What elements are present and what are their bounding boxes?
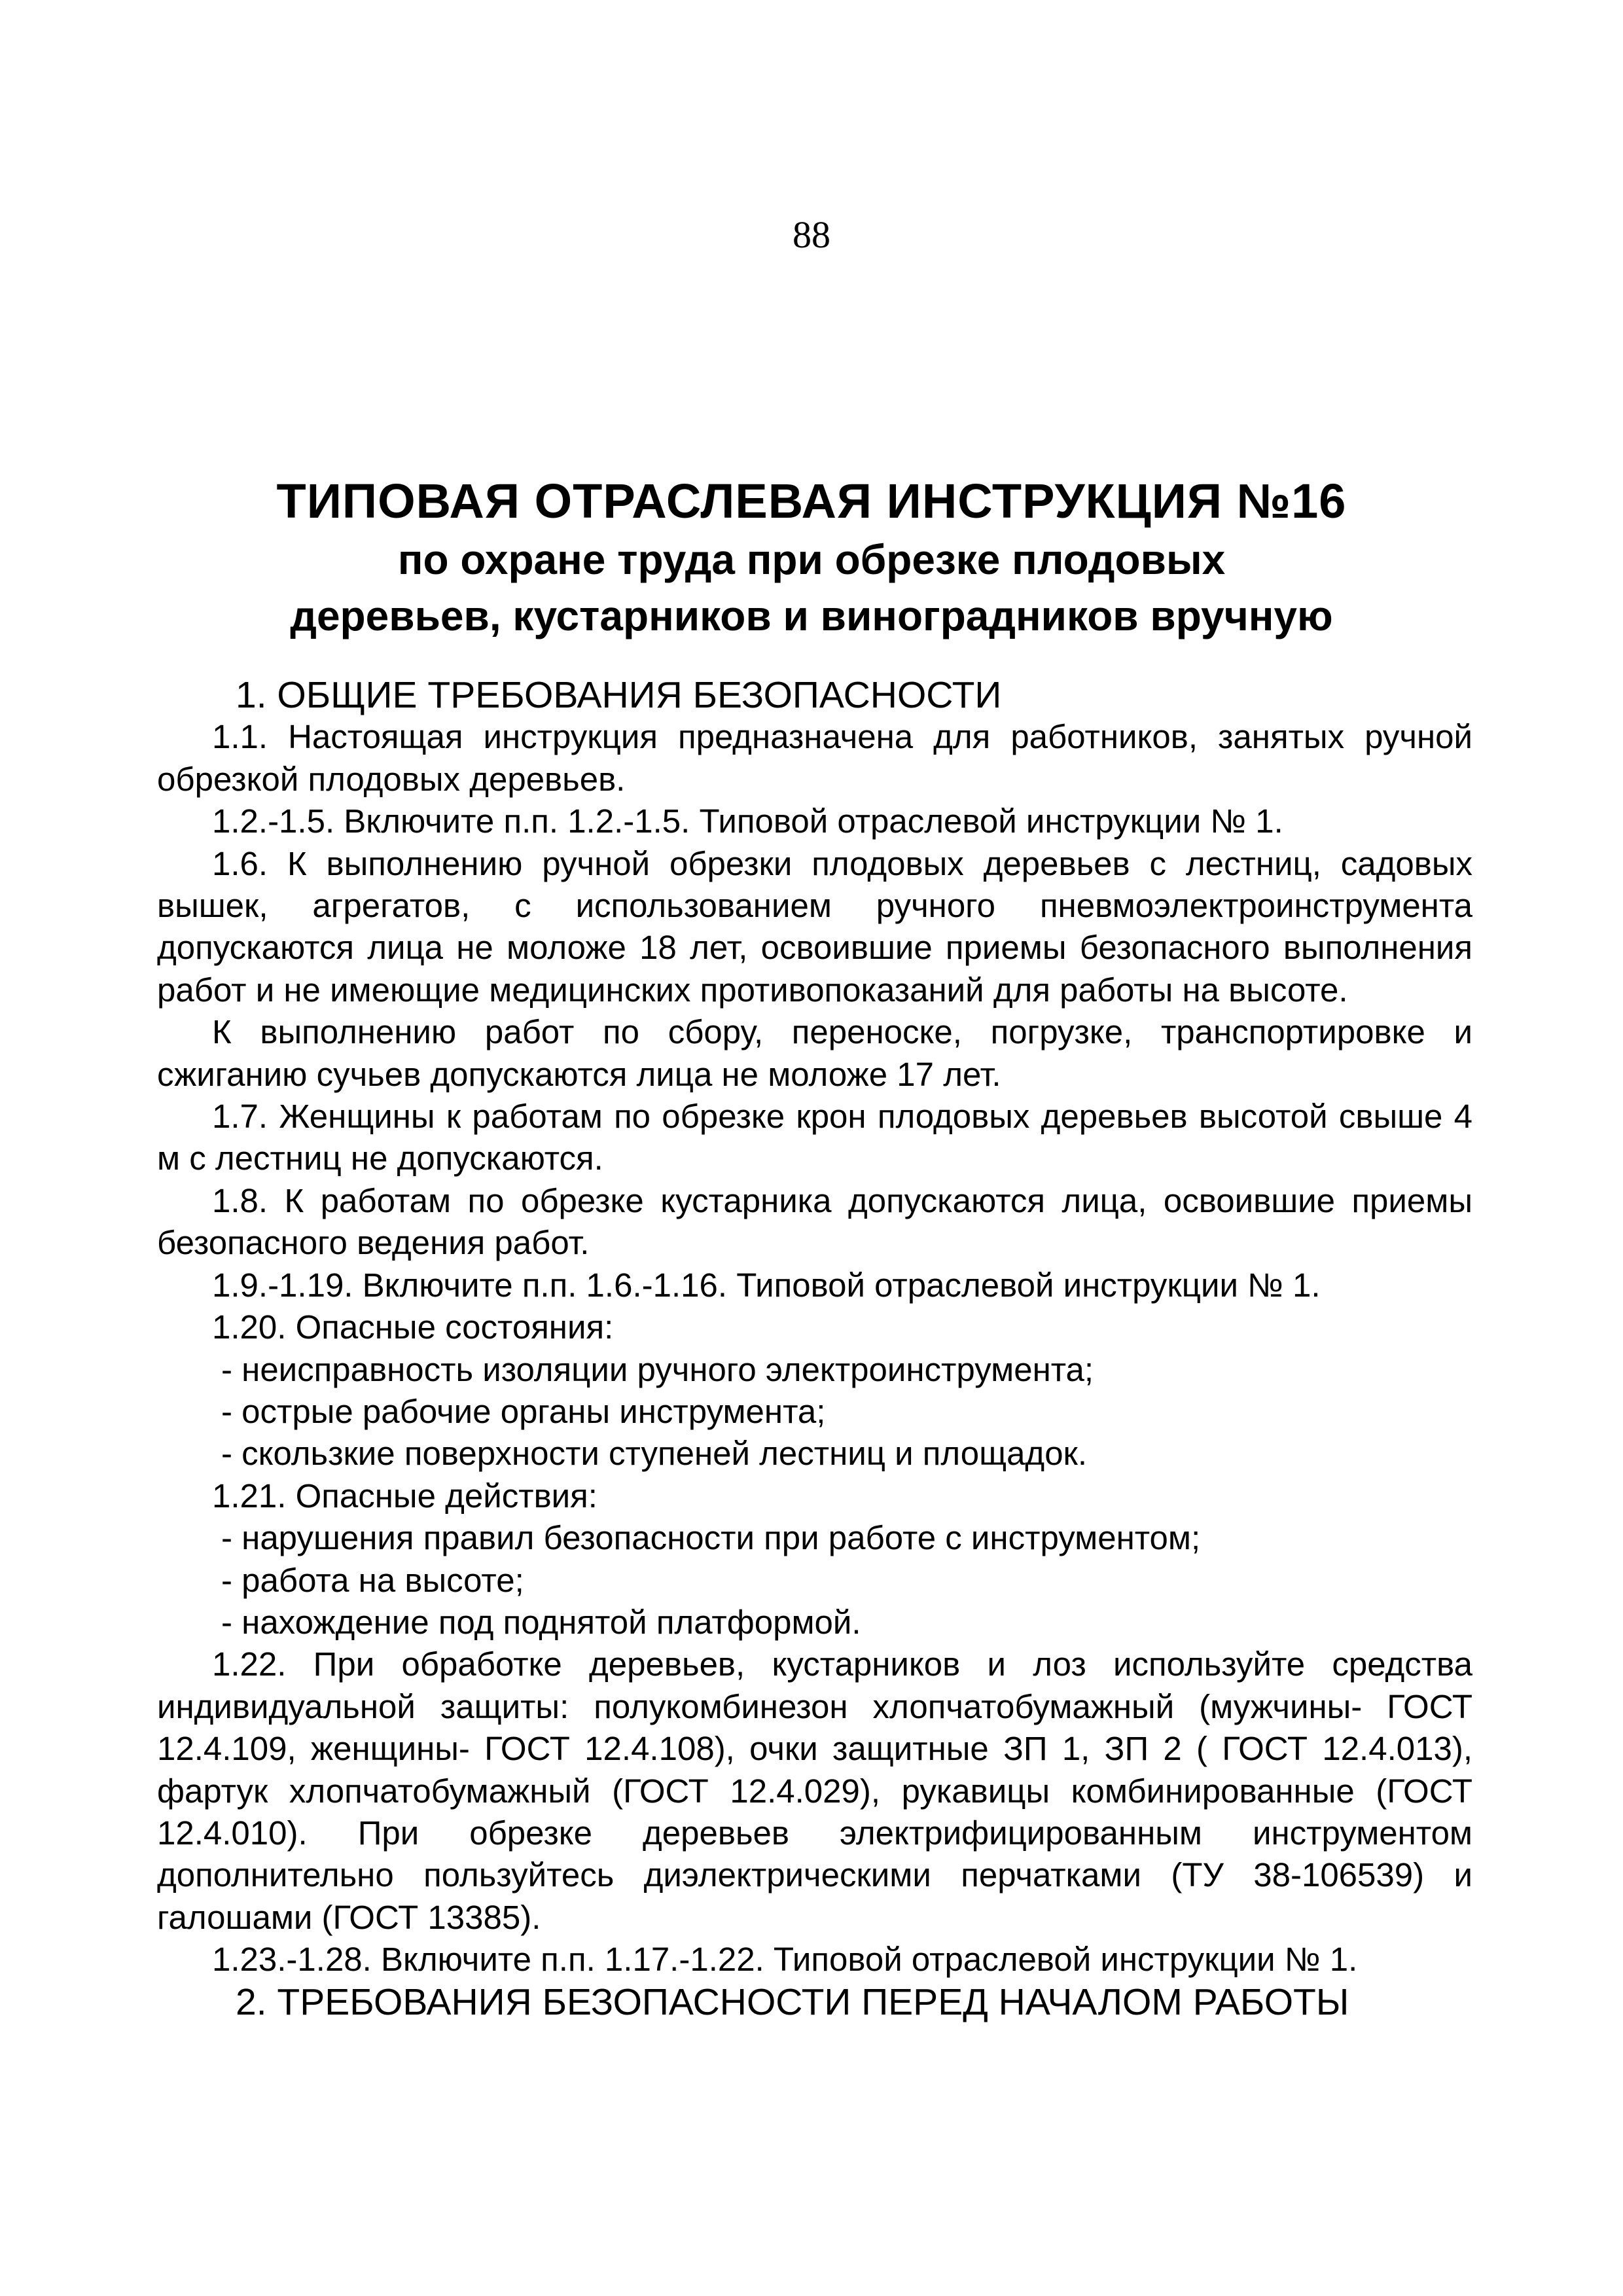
paragraph-1-22: 1.22. При обработке деревьев, кустарников и лоз используйте средства индивидуальной защиты: полукомбинезон хлопчатобумажный (мужчины- ГОСТ 12.4.109, женщины- ГОСТ 12.4.108), очки защитные ЗП 1, ЗП 2 ( ГОСТ 12.4.013), фартук хлопчатобумажный (ГОСТ 12.4.029), рукавицы комбинированные (ГОСТ 12.4.010). При обрезке деревьев электрифицированным инструментом дополнительно пользуйтесь диэлектрическими перчатками (ТУ 38-106539) и галошами (ГОСТ 13385). bbox=[157, 1645, 1472, 1936]
paragraph-1-8: 1.8. К работам по обрезке кустарника допускаются лица, освоившие приемы безопасного ведения работ. bbox=[157, 1181, 1472, 1262]
list-item: - острые рабочие органы инструмента; bbox=[221, 1392, 826, 1430]
paragraph-1-23: 1.23.-1.28. Включите п.п. 1.17.-1.22. Типовой отраслевой инструкции № 1. bbox=[212, 1941, 1358, 1979]
document-title bbox=[196, 471, 1427, 644]
list-item: - работа на высоте; bbox=[221, 1561, 524, 1599]
title-line-3: деревьев, кустарников и виноградников вручную bbox=[290, 592, 1333, 639]
page-number: 88 bbox=[793, 213, 830, 256]
paragraph-1-21: 1.21. Опасные действия: bbox=[212, 1477, 597, 1515]
paragraph-1-20: 1.20. Опасные состояния: bbox=[212, 1308, 614, 1346]
paragraph-1-9: 1.9.-1.19. Включите п.п. 1.6.-1.16. Типовой отраслевой инструкции № 1. bbox=[212, 1266, 1321, 1304]
paragraph-1-6-cont: К выполнению работ по сбору, переноске, погрузке, транспортировке и сжиганию сучьев допускаются лица не моложе 17 лет. bbox=[157, 1013, 1472, 1093]
section-2-heading: 2. ТРЕБОВАНИЯ БЕЗОПАСНОСТИ ПЕРЕД НАЧАЛОМ РАБОТЫ bbox=[236, 1981, 1349, 2023]
paragraph-1-2: 1.2.-1.5. Включите п.п. 1.2.-1.5. Типовой отраслевой инструкции № 1. bbox=[212, 802, 1283, 840]
list-item: - нахождение под поднятой платформой. bbox=[221, 1603, 861, 1641]
list-item: - неисправность изоляции ручного электроинструмента; bbox=[221, 1350, 1094, 1388]
list-item: - нарушения правил безопасности при работе с инструментом; bbox=[221, 1519, 1201, 1557]
section-1-heading: 1. ОБЩИЕ ТРЕБОВАНИЯ БЕЗОПАСНОСТИ bbox=[236, 674, 1002, 716]
list-item: - скользкие поверхности ступеней лестниц и площадок. bbox=[221, 1435, 1088, 1473]
paragraph-1-7: 1.7. Женщины к работам по обрезке крон плодовых деревьев высотой свыше 4 м с лестниц не допускаются. bbox=[157, 1098, 1472, 1177]
document-body bbox=[157, 674, 1472, 2023]
title-line-1: ТИПОВАЯ ОТРАСЛЕВАЯ ИНСТРУКЦИЯ №16 bbox=[276, 474, 1347, 528]
title-line-2: по охране труда при обрезке плодовых bbox=[397, 536, 1226, 583]
paragraph-1-6: 1.6. К выполнению ручной обрезки плодовых деревьев с лестниц, садовых вышек, агрегатов, с использованием ручного пневмоэлектроинструмента допускаются лица не моложе 18 лет, освоившие приемы безопасного выполнения работ и не имеющие медицинских противопоказаний для работы на высоте. bbox=[157, 844, 1472, 1009]
paragraph-1-1: 1.1. Настоящая инструкция предназначена для работников, занятых ручной обрезкой плодовых деревьев. bbox=[157, 718, 1472, 798]
